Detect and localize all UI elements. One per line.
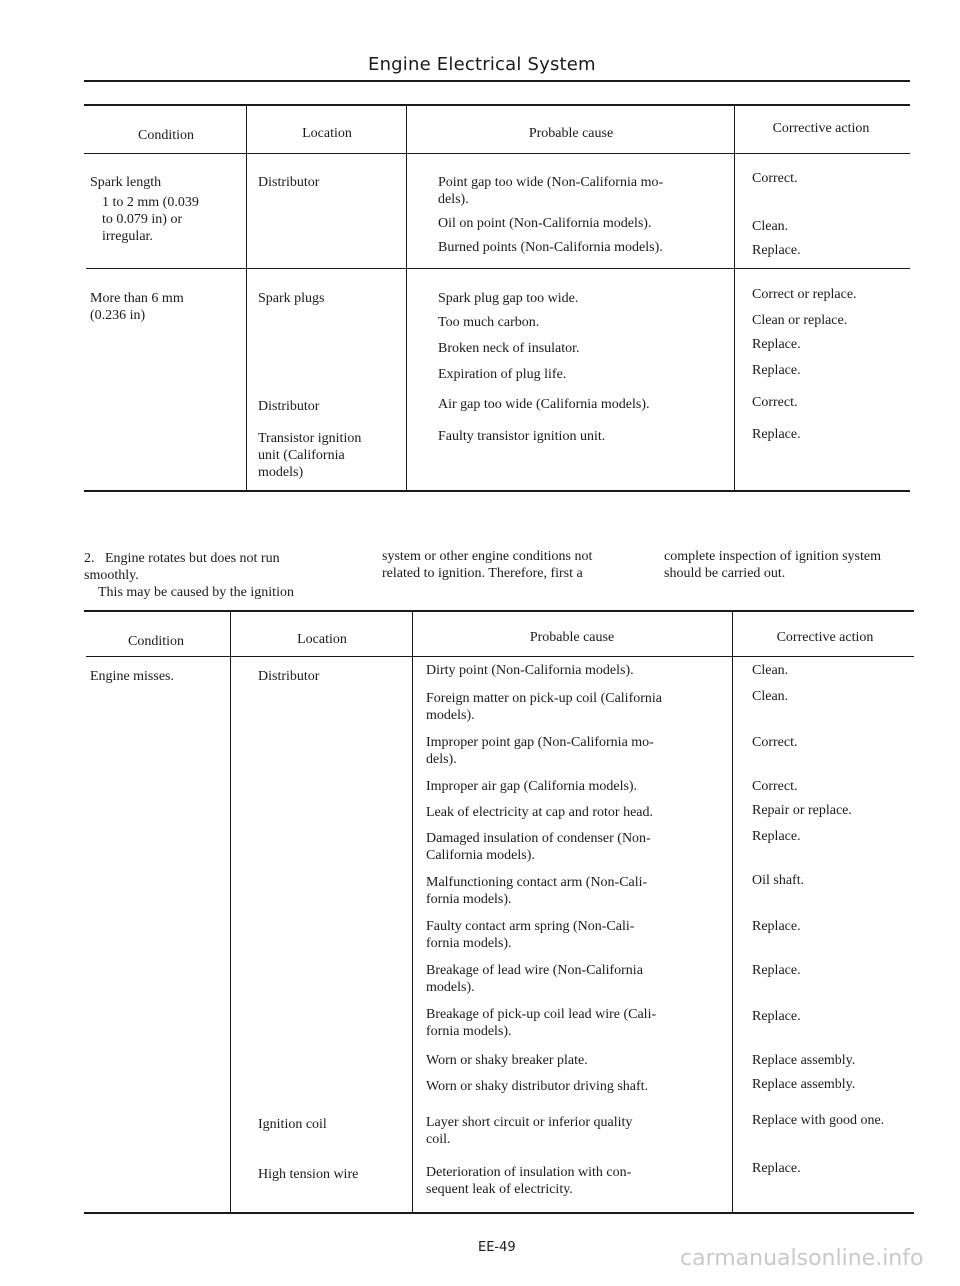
location-line: Transistor ignition [258, 431, 362, 446]
location-cell: Distributor [258, 399, 320, 414]
location-cell: Distributor [258, 669, 320, 684]
cause-line: Worn or shaky breaker plate. [426, 1053, 588, 1068]
cause-line: Leak of electricity at cap and rotor head. [426, 805, 653, 820]
cause-line: Layer short circuit or inferior quality [426, 1115, 633, 1130]
action-cell: Replace. [752, 337, 801, 352]
column-header-probable-cause: Probable cause [529, 630, 615, 645]
conclusion-line: should be carried out. [664, 566, 786, 581]
intro-line: smoothly. [84, 568, 139, 583]
action-cell: Replace. [752, 963, 801, 978]
action-cell: Replace. [752, 1009, 801, 1024]
cause-cell [426, 1114, 632, 1148]
action-cell: Replace with good one. [752, 1113, 885, 1128]
cause-cell [426, 830, 651, 864]
section-2-intro [84, 550, 354, 601]
body-line: system or other engine conditions not [382, 549, 593, 564]
action-cell: Replace. [752, 363, 801, 378]
cause-cell [426, 1006, 656, 1040]
cause-line: Damaged insulation of condenser (Non- [426, 831, 651, 846]
cause-cell: Expiration of plug life. [438, 367, 567, 382]
cause-line: Dirty point (Non-California models). [426, 663, 634, 678]
location-cell: Ignition coil [258, 1117, 327, 1132]
watermark: carmanualsonline.info [680, 1246, 924, 1271]
location-cell: High tension wire [258, 1167, 359, 1182]
column-divider [412, 610, 413, 1214]
column-header-probable-cause: Probable cause [528, 126, 614, 141]
cause-line: sequent leak of electricity. [426, 1182, 573, 1197]
cause-line: California models). [426, 848, 535, 863]
cause-cell [426, 1052, 588, 1069]
condition-cell: Engine misses. [90, 669, 174, 684]
column-header-condition: Condition [137, 128, 194, 143]
table-header-rule [84, 153, 910, 154]
action-cell: Replace. [752, 1161, 801, 1176]
location-line: unit (California [258, 448, 345, 463]
cause-cell: Too much carbon. [438, 315, 540, 330]
intro-line: 2. Engine rotates but does not run [84, 551, 280, 566]
table-bottom-rule [84, 490, 910, 492]
cause-line: fornia models). [426, 1024, 512, 1039]
row-divider [86, 268, 910, 269]
cause-line: dels). [438, 192, 469, 207]
action-cell: Replace. [752, 427, 801, 442]
table-top-rule [84, 610, 914, 612]
cause-cell [426, 874, 647, 908]
column-header-condition: Condition [127, 634, 184, 649]
cause-line: dels). [426, 752, 457, 767]
cause-line: Point gap too wide (Non-California mo- [438, 175, 664, 190]
action-cell: Clean. [752, 689, 789, 704]
cause-line: Burned points (Non-California models). [438, 240, 663, 255]
action-cell: Correct or replace. [752, 287, 857, 302]
cause-line: models). [426, 980, 475, 995]
column-divider [246, 104, 247, 492]
conclusion-line: complete inspection of ignition system [664, 549, 881, 564]
page-number: EE-49 [478, 1240, 516, 1255]
header-rule [84, 80, 910, 82]
action-cell: Oil shaft. [752, 873, 805, 888]
condition-line: irregular. [102, 229, 153, 244]
cause-cell: Broken neck of insulator. [438, 341, 580, 356]
action-cell: Correct. [752, 779, 798, 794]
cause-line: Oil on point (Non-California models). [438, 216, 652, 231]
column-divider [732, 610, 733, 1214]
cause-line: coil. [426, 1132, 451, 1147]
condition-line: to 0.079 in) or [102, 212, 183, 227]
condition-line: (0.236 in) [90, 308, 146, 323]
cause-cell [426, 962, 643, 996]
cause-line: Improper air gap (California models). [426, 779, 638, 794]
column-divider [230, 610, 231, 1214]
action-cell: Repair or replace. [752, 803, 852, 818]
location-cell: Spark plugs [258, 291, 325, 306]
condition-cell [90, 290, 184, 324]
section-2-body [382, 548, 646, 582]
column-divider [734, 104, 735, 492]
action-cell: Clean or replace. [752, 313, 848, 328]
action-cell: Replace assembly. [752, 1077, 856, 1092]
table-top-rule [84, 104, 910, 106]
action-cell: Replace. [752, 829, 801, 844]
action-cell: Correct. [752, 395, 798, 410]
body-line: related to ignition. Therefore, first a [382, 566, 583, 581]
cause-cell [426, 1164, 631, 1198]
action-cell: Replace assembly. [752, 1053, 856, 1068]
action-cell: Replace. [752, 919, 801, 934]
column-header-location: Location [297, 632, 347, 647]
cause-cell [426, 690, 662, 724]
location-cell: Distributor [258, 175, 320, 190]
location-line: models) [258, 465, 304, 480]
action-cell: Correct. [752, 735, 798, 750]
cause-cell [426, 662, 634, 679]
cause-line: fornia models). [426, 936, 512, 951]
cause-line: fornia models). [426, 892, 512, 907]
table-bottom-rule [84, 1212, 914, 1214]
action-cell: Replace. [752, 243, 801, 258]
cause-line: Faulty contact arm spring (Non-Cali- [426, 919, 635, 934]
column-divider [406, 104, 407, 492]
cause-cell [426, 778, 637, 795]
condition-line: More than 6 mm [90, 291, 184, 306]
location-cell [258, 430, 361, 481]
cause-cell [438, 174, 663, 256]
cause-cell [426, 804, 653, 821]
column-header-corrective-action: Corrective action [776, 630, 874, 645]
action-cell: Clean. [752, 663, 789, 678]
cause-line: Deterioration of insulation with con- [426, 1165, 632, 1180]
cause-line: Foreign matter on pick-up coil (California [426, 691, 662, 706]
action-cell: Correct. [752, 171, 798, 186]
condition-line: Spark length [90, 175, 162, 190]
cause-line: Malfunctioning contact arm (Non-Cali- [426, 875, 648, 890]
cause-cell [426, 918, 634, 952]
condition-cell [90, 174, 199, 245]
cause-line: Breakage of lead wire (Non-California [426, 963, 643, 978]
section-2-conclusion [664, 548, 924, 582]
cause-line: Worn or shaky distributor driving shaft. [426, 1079, 649, 1094]
cause-cell: Faulty transistor ignition unit. [438, 429, 606, 444]
page-title: Engine Electrical System [368, 54, 596, 75]
cause-line: Improper point gap (Non-California mo- [426, 735, 654, 750]
column-header-corrective-action: Corrective action [772, 121, 870, 136]
action-cell: Clean. [752, 219, 789, 234]
cause-line: Breakage of pick-up coil lead wire (Cali- [426, 1007, 657, 1022]
cause-cell [426, 734, 654, 768]
cause-cell: Spark plug gap too wide. [438, 291, 579, 306]
condition-line: 1 to 2 mm (0.039 [102, 195, 199, 210]
intro-line: This may be caused by the ignition [98, 585, 294, 600]
cause-cell [426, 1078, 648, 1095]
cause-line: models). [426, 708, 475, 723]
column-header-location: Location [302, 126, 352, 141]
table-header-rule [86, 656, 914, 657]
cause-cell: Air gap too wide (California models). [438, 397, 650, 412]
